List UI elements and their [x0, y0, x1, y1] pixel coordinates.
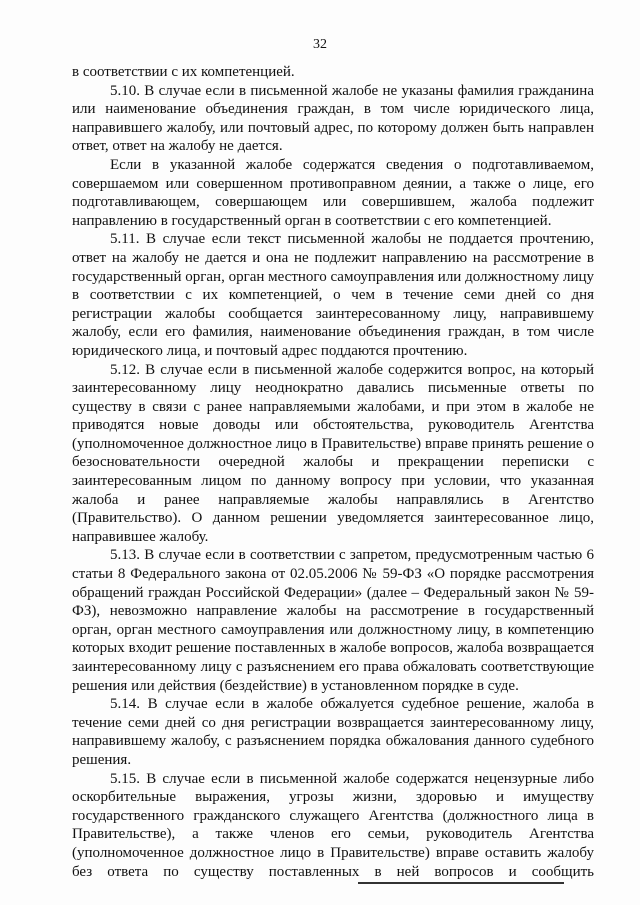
paragraph-5-11: 5.11. В случае если текст письменной жалобы не поддается прочтению, ответ на жалобу не дается и она не подлежит направлению на рассмотрение в государственный орган, орган местного самоуправления или должностному лицу в соответствии с их компетенцией, о чем в течение семи дней со дня регистрации жалобы сообщается заинтересованному лицу, направившему жалобу, если его фамилия, наименование объединения граждан, в том числе юридического лица, и почтовый адрес поддаются прочтению.: [72, 231, 594, 359]
paragraph-5-10: 5.10. В случае если в письменной жалобе не указаны фамилия гражданина или наименование объединения граждан, в том числе юридического лица, направившего жалобу, или почтовый адрес, по которому должен быть направлен ответ, ответ на жалобу не дается.: [72, 82, 594, 155]
paragraph-continuation: в соответствии с их компетенцией.: [72, 64, 295, 80]
page-number: 32: [313, 37, 327, 52]
document-body: [72, 63, 594, 881]
paragraph-5-12: 5.12. В случае если в письменной жалобе содержится вопрос, на который заинтересованному лицу неоднократно давались письменные ответы по существу в связи с ранее направляемыми жалобами, и при этом в жалобе не приводятся новые доводы или обстоятельства, руководитель Агентства (уполномоченное должностное лицо в Правительстве) вправе принять решение о безосновательности очередной жалобы и прекращении переписки с заинтересованным лицом по данному вопросу при условии, что указанная жалоба и ранее направляемые жалобы направлялись в Агентство (Правительство). О данном решении уведомляется заинтересованное лицо, направившее жалобу.: [72, 361, 594, 545]
paragraph-5-13: 5.13. В случае если в соответствии с запретом, предусмотренным частью 6 статьи 8 Федерального закона от 02.05.2006 № 59-ФЗ «О порядке рассмотрения обращений граждан Российской Федерации» (далее – Федеральный закон № 59-ФЗ), невозможно направление жалобы на рассмотрение в государственный орган, орган местного самоуправления или должностному лицу, в компетенцию которых входит решение поставленных в жалобе вопросов, жалоба возвращается заинтересованному лицу с разъяснением его права обжаловать соответствующие решения или действия (бездействие) в установленном порядке в суде.: [72, 547, 594, 694]
bottom-rule: [358, 882, 564, 884]
paragraph-5-15: 5.15. В случае если в письменной жалобе содержатся нецензурные либо оскорбительные выражения, угрозы жизни, здоровью и имуществу государственного гражданского служащего Агентства (должностного лица в Правительстве), а также членов его семьи, руководитель Агентства (уполномоченное должностное лицо в Правительстве) вправе оставить жалобу без ответа по существу поставленных в ней вопросов и сообщить: [72, 770, 594, 880]
paragraph-5-10-second: Если в указанной жалобе содержатся сведения о подготавливаемом, совершаемом или совершенном противоправном деянии, а также о лице, его подготавливающем, совершающем или совершившем, жалоба подлежит направлению в государственный орган в соответствии с его компетенцией.: [72, 156, 594, 229]
paragraph-5-14: 5.14. В случае если в жалобе обжалуется судебное решение, жалоба в течение семи дней со дня регистрации возвращается заинтересованному лицу, направившему жалобу, с разъяснением порядка обжалования данного судебного решения.: [72, 696, 594, 768]
